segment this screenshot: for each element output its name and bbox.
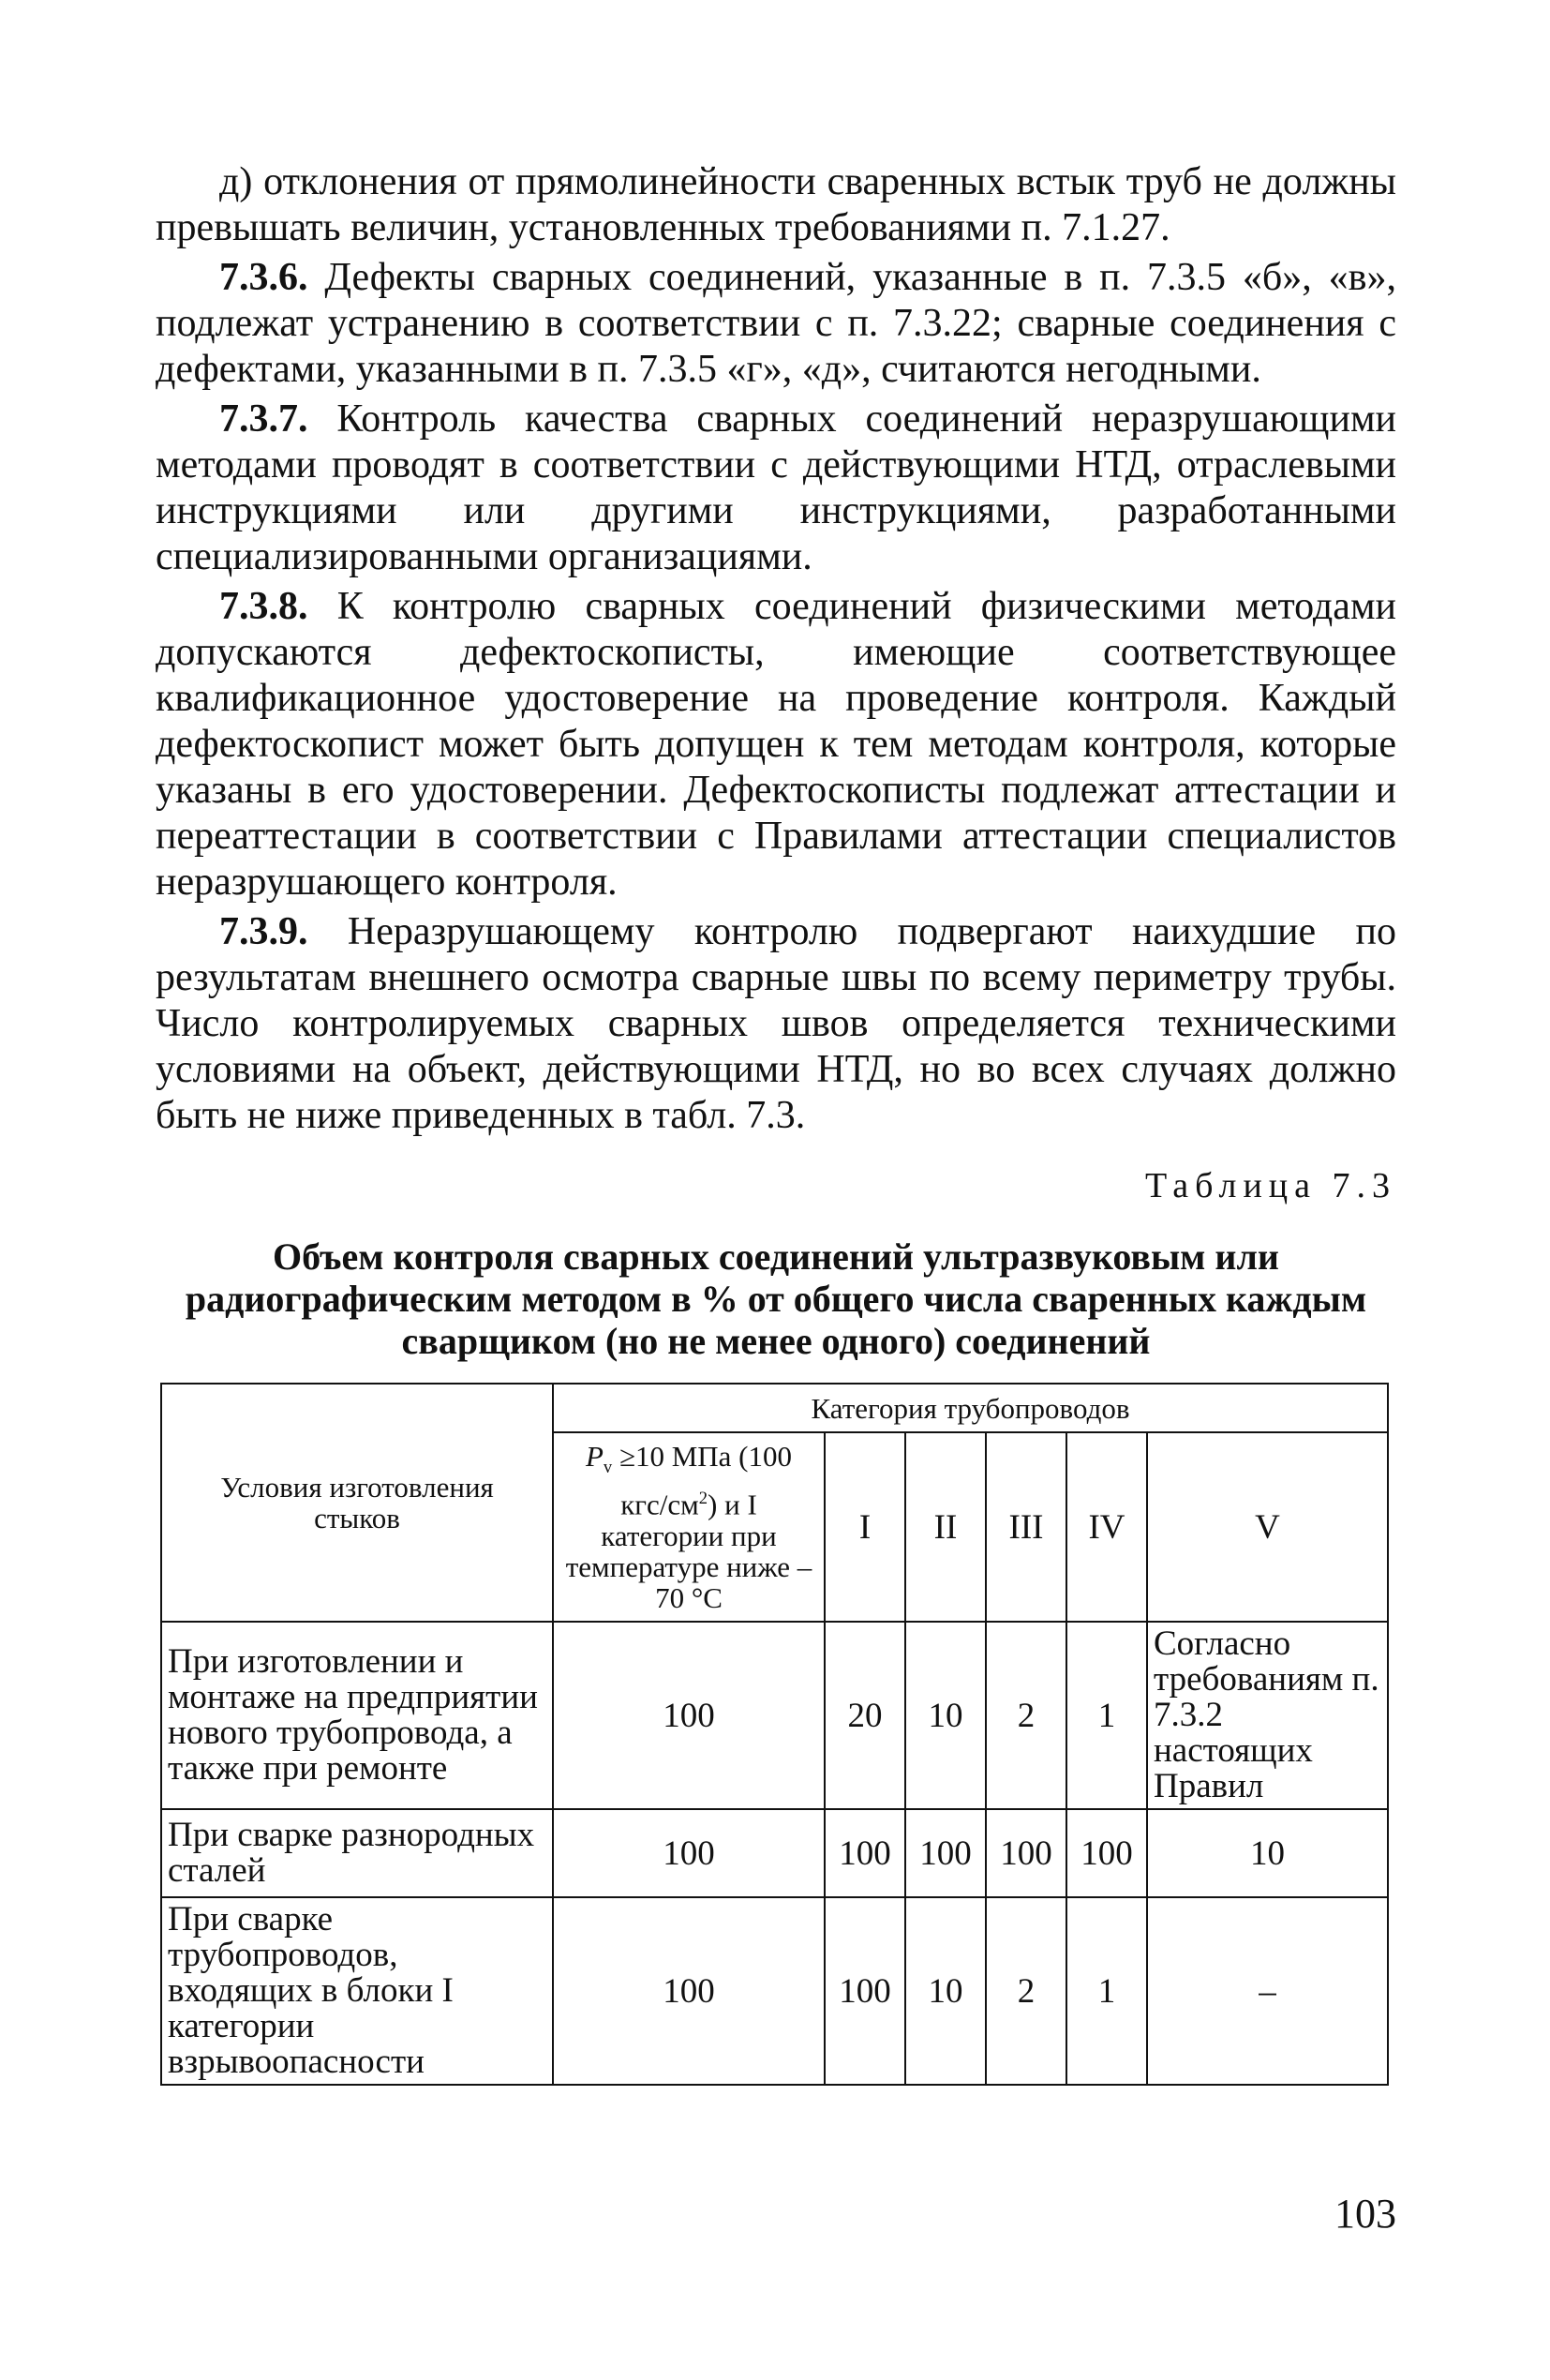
paragraph-number: 7.3.7. xyxy=(219,397,308,441)
row-cat-iv-value: 100 xyxy=(1066,1809,1147,1897)
paragraph-7-3-9 xyxy=(156,909,1396,1139)
paragraph-number: 7.3.8. xyxy=(219,585,308,628)
row-cat-iii-value: 100 xyxy=(986,1809,1066,1897)
header-cat-i: I xyxy=(825,1432,905,1622)
row-cat-i-value: 100 xyxy=(825,1809,905,1897)
row-cat-v-value: – xyxy=(1147,1897,1388,2085)
table-row xyxy=(161,1809,1388,1897)
table-caption: Таблица 7.3 xyxy=(1144,1166,1396,1205)
pv-superscript: 2 xyxy=(698,1489,708,1509)
pv-symbol: P xyxy=(585,1440,604,1474)
paragraph-text: Дефекты сварных соединений, указанные в п. 7.3.5 «б», «в», подлежат устранению в соответствии с п. 7.3.22; сварные соединения с дефектами, указанными в п. 7.3.5 «г», «д», считаются негодными. xyxy=(156,256,1396,391)
row-condition: При сварке трубопроводов, входящих в блоки I категории взрывоопасности xyxy=(161,1897,553,2085)
paragraph-number: 7.3.9. xyxy=(219,910,308,953)
row-cat-v-value: 10 xyxy=(1147,1809,1388,1897)
pv-tail: ) и I категории при температуре ниже –70 °С xyxy=(565,1488,812,1614)
row-cat-iv-value: 1 xyxy=(1066,1622,1147,1809)
row-condition: При сварке разнородных сталей xyxy=(161,1809,553,1897)
row-pv-value: 100 xyxy=(553,1622,825,1809)
page-content xyxy=(156,159,1396,2086)
paragraph-text: д) отклонения от прямолинейности сваренных встык труб не должны превышать величин, установленных требованиями п. 7.1.27. xyxy=(156,160,1396,249)
header-cat-ii: II xyxy=(905,1432,986,1622)
row-pv-value: 100 xyxy=(553,1897,825,2085)
paragraph-d xyxy=(156,159,1396,251)
row-cat-i-value: 100 xyxy=(825,1897,905,2085)
header-pv xyxy=(553,1432,825,1622)
row-cat-v-value: Согласно требованиям п. 7.3.2 настоящих Правил xyxy=(1147,1622,1388,1809)
pv-subscript: v xyxy=(603,1458,613,1478)
row-cat-i-value: 20 xyxy=(825,1622,905,1809)
paragraph-7-3-7 xyxy=(156,397,1396,580)
table-row xyxy=(161,1897,1388,2085)
paragraph-text: Контроль качества сварных соединений неразрушающими методами проводят в соответствии с действующими НТД, отраслевыми инструкциями или другими инструкциями, разработанными специализированными организациями. xyxy=(156,397,1396,578)
row-cat-ii-value: 10 xyxy=(905,1622,986,1809)
row-cat-iv-value: 1 xyxy=(1066,1897,1147,2085)
paragraph-text: Неразрушающему контролю подвергают наихудшие по результатам внешнего осмотра сварные швы по всему периметру трубы. Число контролируемых сварных швов определяется техническими условиями на объект, действующими НТД, но во всех случаях должно быть не ниже приведенных в табл. 7.3. xyxy=(156,910,1396,1137)
row-condition: При изготовлении и монтаже на предприятии нового трубопровода, а также при ремонте xyxy=(161,1622,553,1809)
header-cat-iii: III xyxy=(986,1432,1066,1622)
header-conditions: Условия изготовления стыков xyxy=(161,1384,553,1622)
row-cat-iii-value: 2 xyxy=(986,1897,1066,2085)
page-number: 103 xyxy=(1334,2191,1396,2237)
control-volume-table xyxy=(160,1383,1389,2086)
header-cat-v: V xyxy=(1147,1432,1388,1622)
header-cat-iv: IV xyxy=(1066,1432,1147,1622)
header-category: Категория трубопроводов xyxy=(553,1384,1388,1432)
pv-text: ≥10 МПа (100 кгс/см xyxy=(612,1440,793,1521)
row-cat-ii-value: 10 xyxy=(905,1897,986,2085)
paragraph-7-3-6 xyxy=(156,255,1396,393)
paragraph-text: К контролю сварных соединений физическими методами допускаются дефектоскописты, имеющие соответствующее квалификационное удостоверение на проведение контроля. Каждый дефектоскопист может быть допущен к тем методам контроля, которые указаны в его удостоверении. Дефектоскописты подлежат аттестации и переаттестации в соответствии с Правилами аттестации специалистов неразрушающего контроля. xyxy=(156,585,1396,904)
table-header-row xyxy=(161,1384,1388,1432)
paragraph-7-3-8 xyxy=(156,584,1396,906)
row-cat-iii-value: 2 xyxy=(986,1622,1066,1809)
table-title: Объем контроля сварных соединений ультразвуковым или радиографическим методом в % от общего числа сваренных каждым сварщиком (но не менее одного) соединений xyxy=(185,1235,1367,1362)
row-cat-ii-value: 100 xyxy=(905,1809,986,1897)
row-pv-value: 100 xyxy=(553,1809,825,1897)
table-row xyxy=(161,1622,1388,1809)
paragraph-number: 7.3.6. xyxy=(219,256,308,299)
